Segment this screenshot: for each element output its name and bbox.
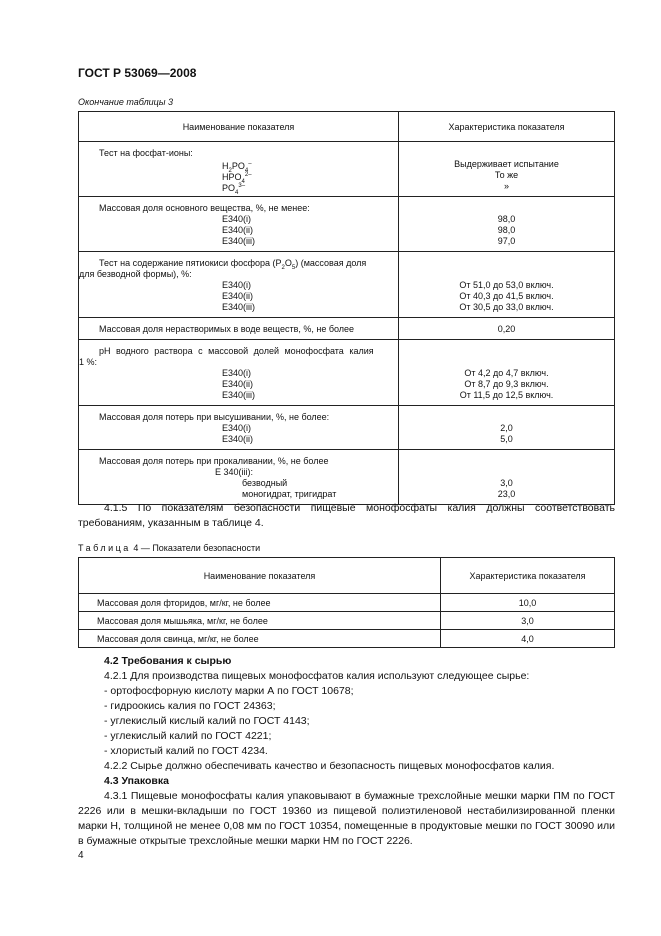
paragraph-4-1-5: 4.1.5 По показателям безопасности пищевые монофосфаты калия должны соответствовать требованиям, указанным в таблице 4. (78, 502, 615, 529)
table3-caption: Окончание таблицы 3 (78, 97, 173, 107)
table3-header-value: Характеристика показателя (399, 112, 615, 142)
paragraph-4-2-2: 4.2.2 Сырье должно обеспечивать качество и безопасность пищевых монофосфатов калия. (104, 760, 555, 772)
paragraph-4-2-1: 4.2.1 Для производства пищевых монофосфатов калия используют следующее сырье: (104, 670, 530, 682)
ion-po4: $PO_4^{3-}$ (222, 183, 246, 196)
section-4-2-heading: 4.2 Требования к сырью (104, 655, 232, 667)
ion-hpo4: $HPO_4^{2-}$ (222, 172, 252, 185)
table4-header-name: Наименование показателя (79, 558, 441, 594)
table3 (78, 111, 615, 505)
table-row: Массовая доля основного вещества, %, не менее: Е340(i) Е340(ii) Е340(iii) 98,0 98,0 97,0 (79, 197, 615, 252)
table-row: Массовая доля свинца, мг/кг, не более 4,0 (79, 630, 615, 648)
ion-h2po4: $H_2PO_4^-$ (222, 161, 252, 174)
section-4-3-heading: 4.3 Упаковка (104, 775, 169, 787)
table-row: Тест на фосфат-ионы: $H_2PO_4^-$ $HPO_4^{2-}$ $PO_4^{3-}$ Выдерживает испытание То же » (79, 142, 615, 197)
table-row: pH водного раствора с массовой долей монофосфата калия 1 %: Е340(i) Е340(ii) Е340(iii) От 4,2 до 4,7 включ. От 8,7 до 9,3 включ. От 11,5 до 12,5 включ. (79, 340, 615, 406)
p2o5-title: Тест на содержание пятиокиси фосфора $(P_2O_5)$ (массовая доля (99, 258, 367, 271)
section-4-2 (78, 654, 615, 849)
table4-header-value: Характеристика показателя (441, 558, 615, 594)
paragraph-4-3-1: 4.3.1 Пищевые монофосфаты калия упаковывают в бумажные трехслойные мешки марки ПМ по ГОСТ 2226 или в мешки-вкладыши по ГОСТ 19360 из пищевой полиэтиленовой нестабилизированной пленки марки Н, толщиной не менее 0,08 мм по ГОСТ 10354, помещенные в продуктовые мешки по ГОСТ 30090 или в бумажные открытые трехслойные мешки марки НМ по ГОСТ 2226. (78, 790, 615, 847)
page-number: 4 (78, 850, 84, 861)
table4 (78, 557, 615, 648)
list-item: - гидроокись калия по ГОСТ 24363; (104, 700, 276, 712)
table3-header-name: Наименование показателя (79, 112, 399, 142)
list-item: - ортофосфорную кислоту марки А по ГОСТ 10678; (104, 685, 354, 697)
table-row: Массовая доля мышьяка, мг/кг, не более 3,0 (79, 612, 615, 630)
list-item: - углекислый кислый калий по ГОСТ 4143; (104, 715, 310, 727)
document-header: ГОСТ Р 53069—2008 (78, 66, 197, 80)
table-row: Массовая доля фторидов, мг/кг, не более 10,0 (79, 594, 615, 612)
table-row: Массовая доля потерь при высушивании, %, не более: Е340(i) Е340(ii) 2,0 5,0 (79, 406, 615, 450)
table-row: Массовая доля нерастворимых в воде веществ, %, не более 0,20 (79, 318, 615, 340)
list-item: - углекислый калий по ГОСТ 4221; (104, 730, 272, 742)
table-row: Массовая доля потерь при прокаливании, %, не более Е 340(iii): безводный моногидрат, тригидрат 3,0 23,0 (79, 450, 615, 505)
list-item: - хлористый калий по ГОСТ 4234. (104, 745, 268, 757)
table4-caption: Таблица 4 — Показатели безопасности (78, 543, 261, 553)
table-row: Тест на содержание пятиокиси фосфора $(P_2O_5)$ (массовая доля для безводной формы), %: Е340(i) Е340(ii) Е340(iii) От 51,0 до 53,0 включ. От 40,3 до 41,5 включ. От 30,5 до 33,0 включ. (79, 252, 615, 318)
